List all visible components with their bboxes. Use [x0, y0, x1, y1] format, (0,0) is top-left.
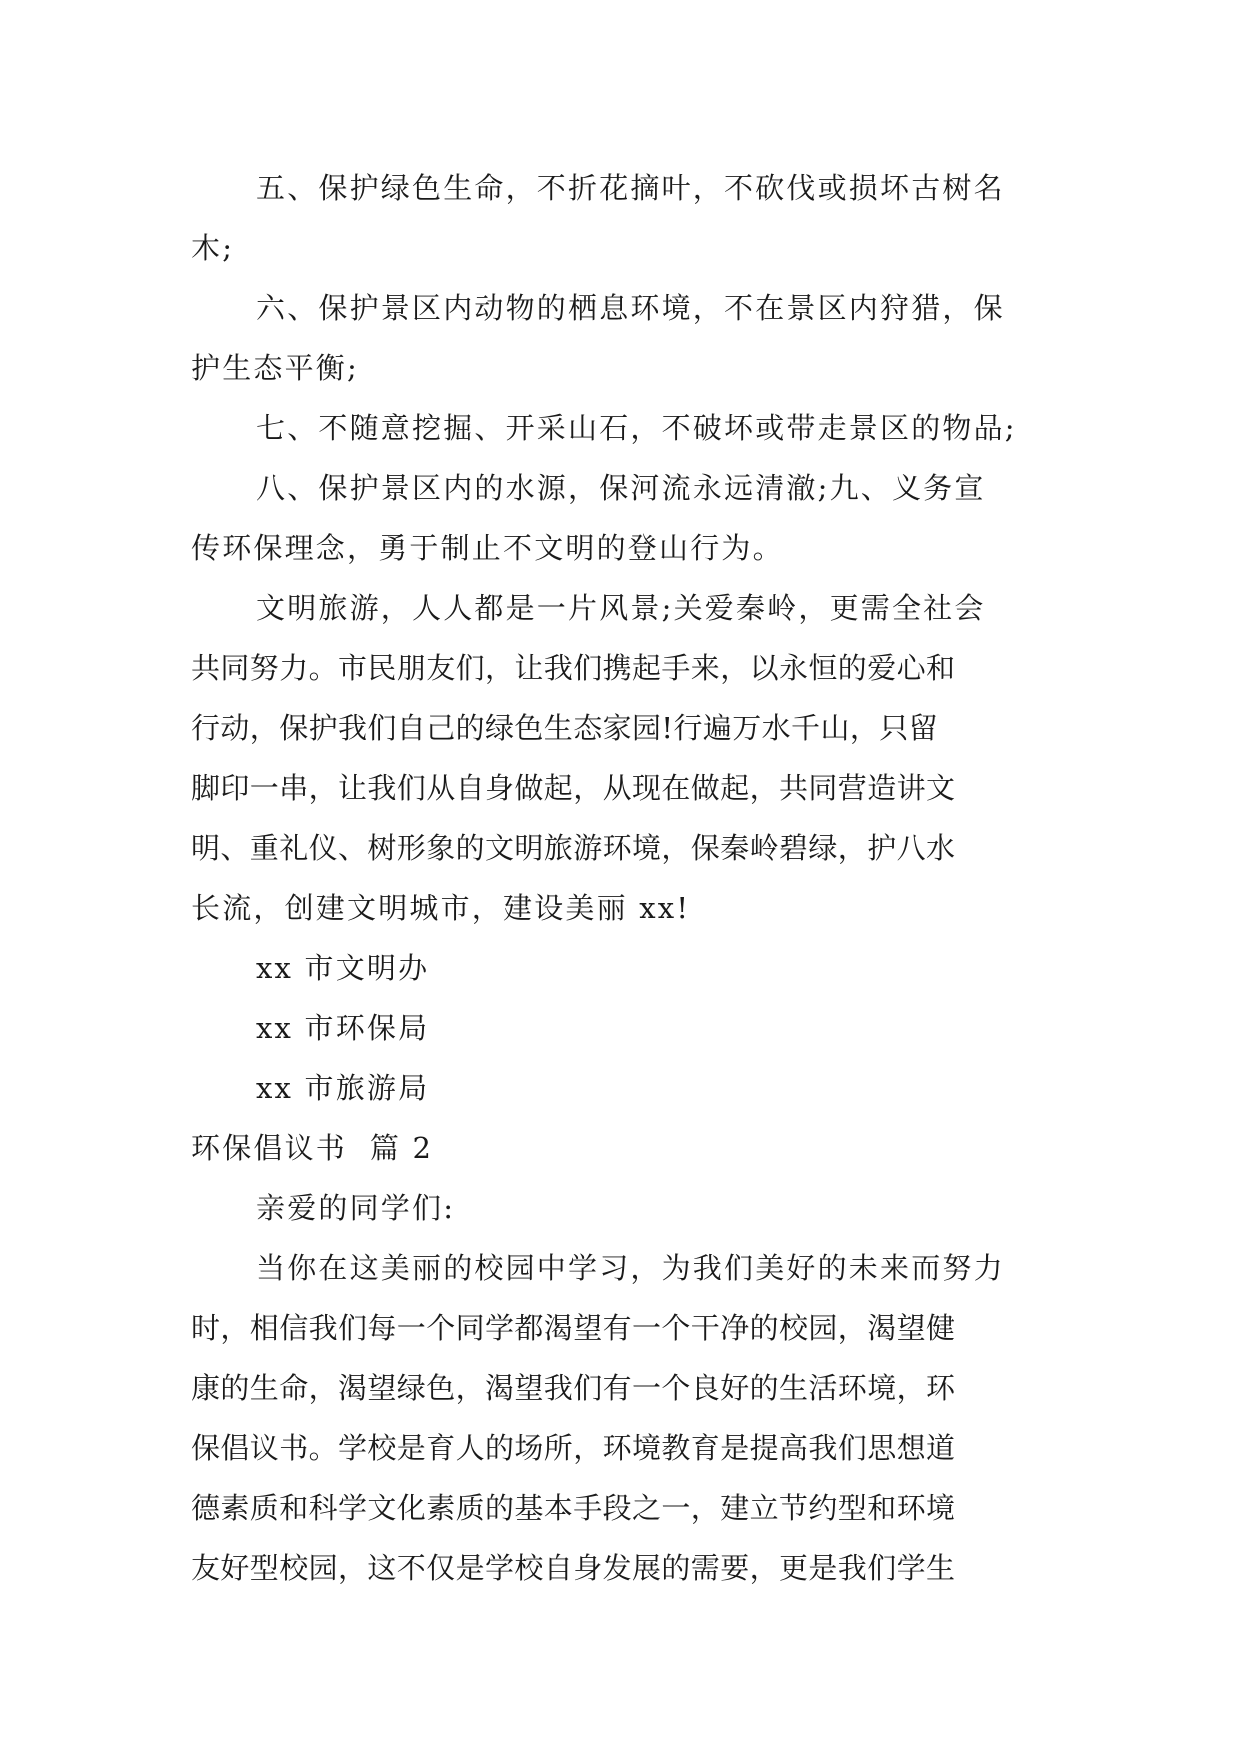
item-five-line-2: 木;: [191, 231, 235, 265]
signature-civilization-office: xx 市文明办: [256, 951, 430, 985]
item-eight-line-2: 传环保理念，勇于制止不文明的登山行为。: [191, 531, 784, 565]
closing-paragraph-line-2: 共同努力。市民朋友们，让我们携起手来，以永恒的爱心和: [191, 651, 956, 685]
body-paragraph-line-5: 德素质和科学文化素质的基本手段之一，建立节约型和环境: [191, 1491, 956, 1525]
section-heading: 环保倡议书 篇 2: [191, 1131, 434, 1165]
item-seven-line: 七、不随意挖掘、开采山石，不破坏或带走景区的物品;: [256, 411, 1017, 445]
item-six-line-1: 六、保护景区内动物的栖息环境，不在景区内狩猎，保: [256, 291, 1005, 325]
salutation: 亲爱的同学们:: [256, 1191, 456, 1225]
body-paragraph-line-1: 当你在这美丽的校园中学习，为我们美好的未来而努力: [256, 1251, 1005, 1285]
closing-paragraph-line-4: 脚印一串，让我们从自身做起，从现在做起，共同营造讲文: [191, 771, 956, 805]
body-paragraph-line-3: 康的生命，渴望绿色，渴望我们有一个良好的生活环境，环: [191, 1371, 956, 1405]
closing-paragraph-line-5: 明、重礼仪、树形象的文明旅游环境，保秦岭碧绿，护八水: [191, 831, 956, 865]
item-five-line-1: 五、保护绿色生命，不折花摘叶，不砍伐或损坏古树名: [256, 171, 1005, 205]
body-paragraph-line-2: 时，相信我们每一个同学都渴望有一个干净的校园，渴望健: [191, 1311, 956, 1345]
item-six-line-2: 护生态平衡;: [191, 351, 359, 385]
signature-tourism-bureau: xx 市旅游局: [256, 1071, 430, 1105]
closing-paragraph-line-3: 行动，保护我们自己的绿色生态家园!行遍万水千山，只留: [191, 711, 939, 745]
closing-paragraph-line-1: 文明旅游，人人都是一片风景;关爱秦岭，更需全社会: [256, 591, 986, 625]
closing-paragraph-line-6: 长流，创建文明城市，建设美丽 xx!: [191, 891, 691, 925]
item-eight-line-1: 八、保护景区内的水源，保河流永远清澈;九、义务宣: [256, 471, 986, 505]
document-page: [191, 158, 1051, 1598]
signature-environment-bureau: xx 市环保局: [256, 1011, 430, 1045]
body-paragraph-line-6: 友好型校园，这不仅是学校自身发展的需要，更是我们学生: [191, 1551, 956, 1585]
body-paragraph-line-4: 保倡议书。学校是育人的场所，环境教育是提高我们思想道: [191, 1431, 956, 1465]
